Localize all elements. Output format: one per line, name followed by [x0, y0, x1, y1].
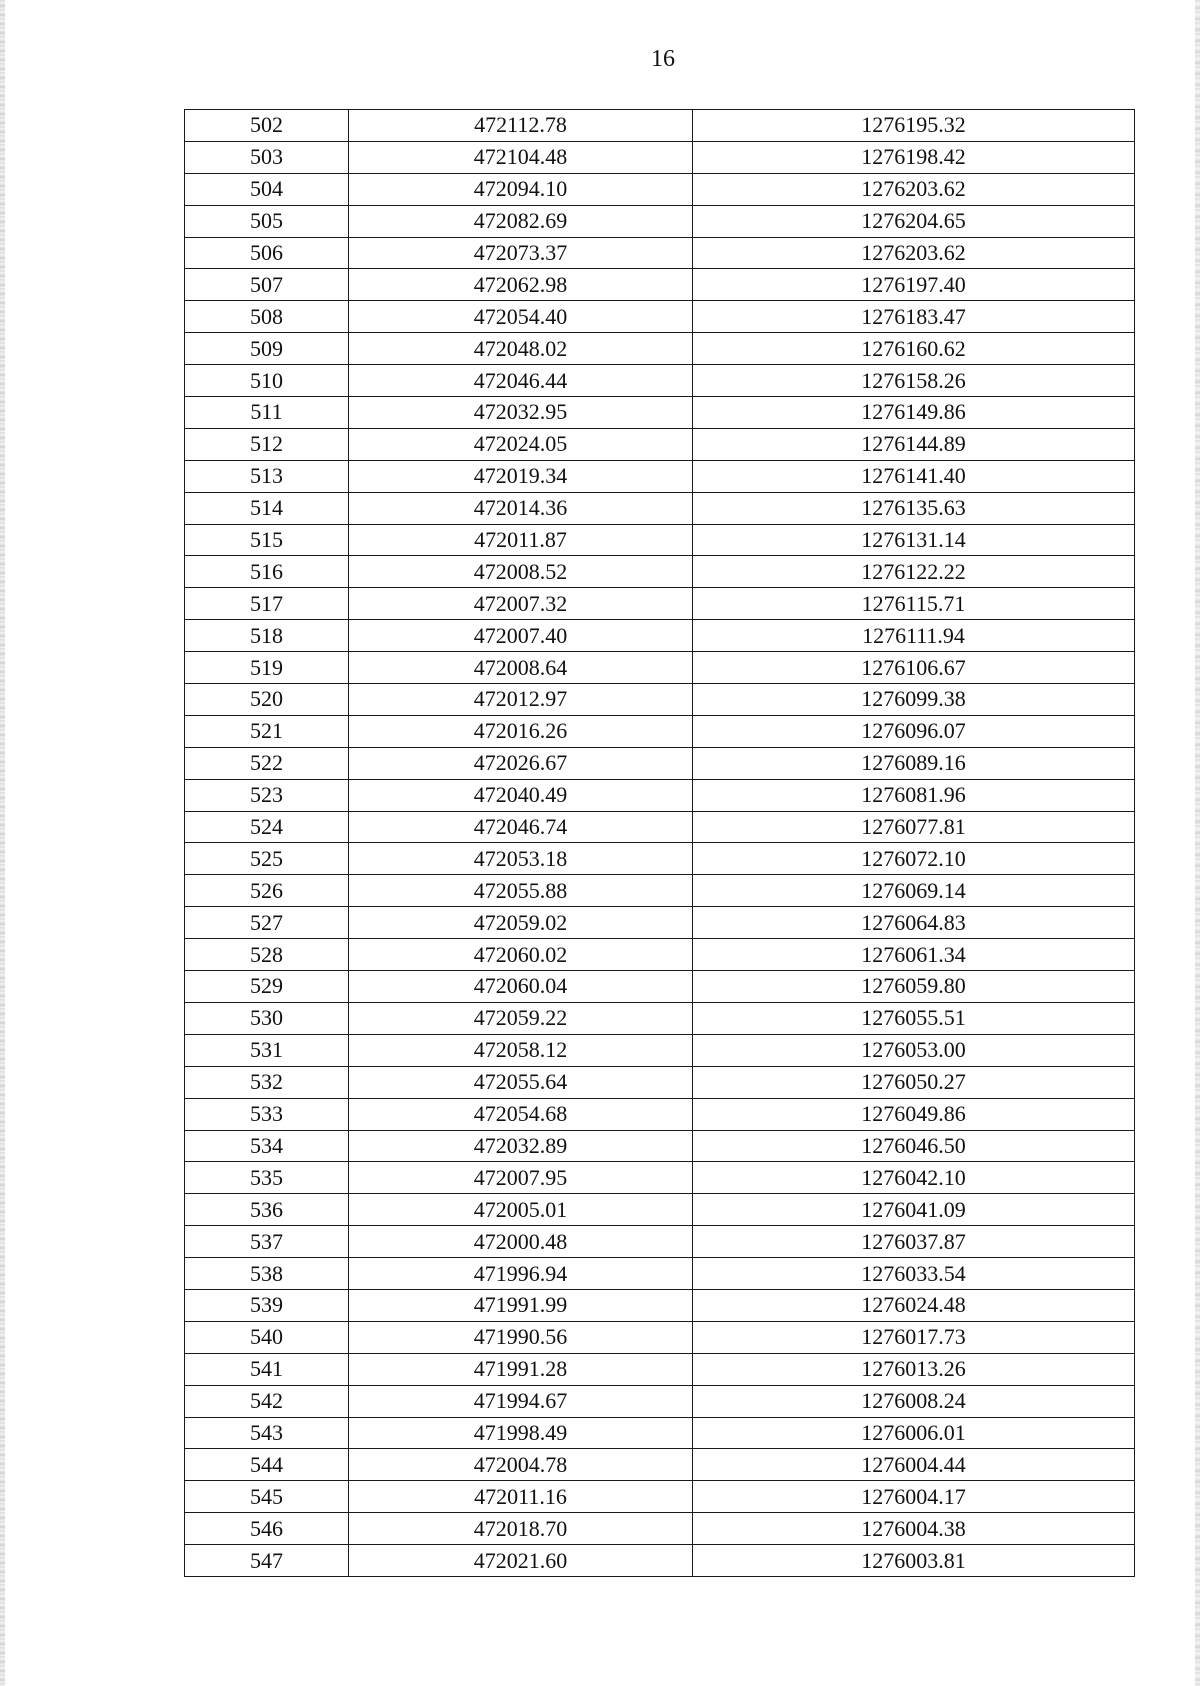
y-coordinate-cell: 1276008.24	[693, 1385, 1135, 1417]
coordinates-table	[184, 109, 1135, 1577]
table-row	[185, 1258, 1135, 1290]
y-coordinate-cell: 1276069.14	[693, 875, 1135, 907]
table-row	[185, 428, 1135, 460]
point-number-cell: 533	[185, 1098, 349, 1130]
point-number-cell: 541	[185, 1353, 349, 1385]
y-coordinate-cell: 1276003.81	[693, 1545, 1135, 1577]
y-coordinate-cell: 1276198.42	[693, 141, 1135, 173]
x-coordinate-cell: 472062.98	[349, 269, 693, 301]
point-number-cell: 542	[185, 1385, 349, 1417]
table-row	[185, 1226, 1135, 1258]
point-number-cell: 521	[185, 715, 349, 747]
table-row	[185, 747, 1135, 779]
x-coordinate-cell: 472012.97	[349, 684, 693, 716]
table-row	[185, 620, 1135, 652]
y-coordinate-cell: 1276144.89	[693, 428, 1135, 460]
point-number-cell: 524	[185, 811, 349, 843]
table-row	[185, 1098, 1135, 1130]
x-coordinate-cell: 472073.37	[349, 237, 693, 269]
point-number-cell: 537	[185, 1226, 349, 1258]
table-row	[185, 397, 1135, 429]
scan-edge-right	[1195, 0, 1200, 1686]
x-coordinate-cell: 472048.02	[349, 333, 693, 365]
table-row	[185, 205, 1135, 237]
y-coordinate-cell: 1276158.26	[693, 365, 1135, 397]
y-coordinate-cell: 1276081.96	[693, 779, 1135, 811]
point-number-cell: 539	[185, 1289, 349, 1321]
point-number-cell: 547	[185, 1545, 349, 1577]
x-coordinate-cell: 472055.88	[349, 875, 693, 907]
y-coordinate-cell: 1276099.38	[693, 684, 1135, 716]
table-row	[185, 524, 1135, 556]
x-coordinate-cell: 472007.40	[349, 620, 693, 652]
point-number-cell: 506	[185, 237, 349, 269]
y-coordinate-cell: 1276017.73	[693, 1321, 1135, 1353]
table-row	[185, 460, 1135, 492]
y-coordinate-cell: 1276203.62	[693, 237, 1135, 269]
table-row	[185, 1194, 1135, 1226]
table-row	[185, 1130, 1135, 1162]
point-number-cell: 519	[185, 652, 349, 684]
x-coordinate-cell: 472054.68	[349, 1098, 693, 1130]
x-coordinate-cell: 471991.99	[349, 1289, 693, 1321]
table-row	[185, 1321, 1135, 1353]
point-number-cell: 529	[185, 971, 349, 1003]
y-coordinate-cell: 1276135.63	[693, 492, 1135, 524]
table-row	[185, 1002, 1135, 1034]
table-row	[185, 173, 1135, 205]
table-row	[185, 1353, 1135, 1385]
y-coordinate-cell: 1276203.62	[693, 173, 1135, 205]
point-number-cell: 502	[185, 110, 349, 142]
x-coordinate-cell: 472014.36	[349, 492, 693, 524]
x-coordinate-cell: 472019.34	[349, 460, 693, 492]
point-number-cell: 526	[185, 875, 349, 907]
x-coordinate-cell: 472026.67	[349, 747, 693, 779]
table-row	[185, 779, 1135, 811]
y-coordinate-cell: 1276115.71	[693, 588, 1135, 620]
table-row	[185, 811, 1135, 843]
scan-edge-left	[0, 0, 5, 1686]
x-coordinate-cell: 472058.12	[349, 1034, 693, 1066]
y-coordinate-cell: 1276131.14	[693, 524, 1135, 556]
table-row	[185, 843, 1135, 875]
x-coordinate-cell: 472011.87	[349, 524, 693, 556]
y-coordinate-cell: 1276055.51	[693, 1002, 1135, 1034]
table-row	[185, 269, 1135, 301]
y-coordinate-cell: 1276024.48	[693, 1289, 1135, 1321]
point-number-cell: 543	[185, 1417, 349, 1449]
table-row	[185, 588, 1135, 620]
table-row	[185, 1066, 1135, 1098]
point-number-cell: 545	[185, 1481, 349, 1513]
table-row	[185, 875, 1135, 907]
x-coordinate-cell: 472018.70	[349, 1513, 693, 1545]
page-number: 16	[651, 46, 675, 72]
table-row	[185, 715, 1135, 747]
point-number-cell: 520	[185, 684, 349, 716]
y-coordinate-cell: 1276195.32	[693, 110, 1135, 142]
y-coordinate-cell: 1276141.40	[693, 460, 1135, 492]
table-row	[185, 1481, 1135, 1513]
point-number-cell: 536	[185, 1194, 349, 1226]
table-row	[185, 333, 1135, 365]
table-row	[185, 1289, 1135, 1321]
y-coordinate-cell: 1276106.67	[693, 652, 1135, 684]
point-number-cell: 503	[185, 141, 349, 173]
x-coordinate-cell: 472024.05	[349, 428, 693, 460]
y-coordinate-cell: 1276041.09	[693, 1194, 1135, 1226]
table-row	[185, 1545, 1135, 1577]
point-number-cell: 512	[185, 428, 349, 460]
x-coordinate-cell: 472004.78	[349, 1449, 693, 1481]
table-row	[185, 971, 1135, 1003]
point-number-cell: 532	[185, 1066, 349, 1098]
x-coordinate-cell: 471994.67	[349, 1385, 693, 1417]
x-coordinate-cell: 472053.18	[349, 843, 693, 875]
x-coordinate-cell: 472060.02	[349, 939, 693, 971]
point-number-cell: 538	[185, 1258, 349, 1290]
table-row	[185, 301, 1135, 333]
point-number-cell: 522	[185, 747, 349, 779]
table-row	[185, 1162, 1135, 1194]
y-coordinate-cell: 1276089.16	[693, 747, 1135, 779]
x-coordinate-cell: 472032.95	[349, 397, 693, 429]
point-number-cell: 515	[185, 524, 349, 556]
y-coordinate-cell: 1276013.26	[693, 1353, 1135, 1385]
point-number-cell: 527	[185, 907, 349, 939]
x-coordinate-cell: 471998.49	[349, 1417, 693, 1449]
point-number-cell: 540	[185, 1321, 349, 1353]
table-row	[185, 907, 1135, 939]
point-number-cell: 517	[185, 588, 349, 620]
point-number-cell: 509	[185, 333, 349, 365]
point-number-cell: 528	[185, 939, 349, 971]
y-coordinate-cell: 1276064.83	[693, 907, 1135, 939]
y-coordinate-cell: 1276037.87	[693, 1226, 1135, 1258]
table-row	[185, 652, 1135, 684]
x-coordinate-cell: 472008.52	[349, 556, 693, 588]
point-number-cell: 523	[185, 779, 349, 811]
table-row	[185, 110, 1135, 142]
table-row	[185, 365, 1135, 397]
x-coordinate-cell: 472060.04	[349, 971, 693, 1003]
y-coordinate-cell: 1276053.00	[693, 1034, 1135, 1066]
x-coordinate-cell: 472007.32	[349, 588, 693, 620]
point-number-cell: 507	[185, 269, 349, 301]
y-coordinate-cell: 1276111.94	[693, 620, 1135, 652]
x-coordinate-cell: 472007.95	[349, 1162, 693, 1194]
table-row	[185, 556, 1135, 588]
table-row	[185, 1034, 1135, 1066]
table-row	[185, 1385, 1135, 1417]
x-coordinate-cell: 472055.64	[349, 1066, 693, 1098]
point-number-cell: 534	[185, 1130, 349, 1162]
x-coordinate-cell: 472112.78	[349, 110, 693, 142]
point-number-cell: 535	[185, 1162, 349, 1194]
y-coordinate-cell: 1276046.50	[693, 1130, 1135, 1162]
x-coordinate-cell: 472000.48	[349, 1226, 693, 1258]
table-row	[185, 1417, 1135, 1449]
point-number-cell: 518	[185, 620, 349, 652]
y-coordinate-cell: 1276050.27	[693, 1066, 1135, 1098]
point-number-cell: 531	[185, 1034, 349, 1066]
table-row	[185, 1449, 1135, 1481]
point-number-cell: 546	[185, 1513, 349, 1545]
x-coordinate-cell: 472054.40	[349, 301, 693, 333]
x-coordinate-cell: 472016.26	[349, 715, 693, 747]
y-coordinate-cell: 1276004.17	[693, 1481, 1135, 1513]
x-coordinate-cell: 471996.94	[349, 1258, 693, 1290]
x-coordinate-cell: 472011.16	[349, 1481, 693, 1513]
y-coordinate-cell: 1276042.10	[693, 1162, 1135, 1194]
y-coordinate-cell: 1276004.38	[693, 1513, 1135, 1545]
x-coordinate-cell: 472008.64	[349, 652, 693, 684]
table-row	[185, 237, 1135, 269]
y-coordinate-cell: 1276004.44	[693, 1449, 1135, 1481]
y-coordinate-cell: 1276049.86	[693, 1098, 1135, 1130]
x-coordinate-cell: 471990.56	[349, 1321, 693, 1353]
point-number-cell: 510	[185, 365, 349, 397]
point-number-cell: 513	[185, 460, 349, 492]
y-coordinate-cell: 1276183.47	[693, 301, 1135, 333]
point-number-cell: 530	[185, 1002, 349, 1034]
y-coordinate-cell: 1276149.86	[693, 397, 1135, 429]
point-number-cell: 508	[185, 301, 349, 333]
y-coordinate-cell: 1276160.62	[693, 333, 1135, 365]
y-coordinate-cell: 1276077.81	[693, 811, 1135, 843]
y-coordinate-cell: 1276006.01	[693, 1417, 1135, 1449]
x-coordinate-cell: 472094.10	[349, 173, 693, 205]
x-coordinate-cell: 472005.01	[349, 1194, 693, 1226]
y-coordinate-cell: 1276072.10	[693, 843, 1135, 875]
y-coordinate-cell: 1276197.40	[693, 269, 1135, 301]
x-coordinate-cell: 472046.44	[349, 365, 693, 397]
y-coordinate-cell: 1276204.65	[693, 205, 1135, 237]
x-coordinate-cell: 472040.49	[349, 779, 693, 811]
table-row	[185, 939, 1135, 971]
table-row	[185, 684, 1135, 716]
table-row	[185, 1513, 1135, 1545]
point-number-cell: 511	[185, 397, 349, 429]
y-coordinate-cell: 1276059.80	[693, 971, 1135, 1003]
y-coordinate-cell: 1276096.07	[693, 715, 1135, 747]
point-number-cell: 504	[185, 173, 349, 205]
table-row	[185, 141, 1135, 173]
y-coordinate-cell: 1276061.34	[693, 939, 1135, 971]
x-coordinate-cell: 472082.69	[349, 205, 693, 237]
x-coordinate-cell: 472059.02	[349, 907, 693, 939]
x-coordinate-cell: 472104.48	[349, 141, 693, 173]
point-number-cell: 505	[185, 205, 349, 237]
x-coordinate-cell: 472032.89	[349, 1130, 693, 1162]
point-number-cell: 516	[185, 556, 349, 588]
coordinates-table-body	[185, 110, 1135, 1577]
x-coordinate-cell: 471991.28	[349, 1353, 693, 1385]
point-number-cell: 544	[185, 1449, 349, 1481]
point-number-cell: 525	[185, 843, 349, 875]
point-number-cell: 514	[185, 492, 349, 524]
x-coordinate-cell: 472046.74	[349, 811, 693, 843]
table-row	[185, 492, 1135, 524]
x-coordinate-cell: 472059.22	[349, 1002, 693, 1034]
x-coordinate-cell: 472021.60	[349, 1545, 693, 1577]
y-coordinate-cell: 1276033.54	[693, 1258, 1135, 1290]
y-coordinate-cell: 1276122.22	[693, 556, 1135, 588]
